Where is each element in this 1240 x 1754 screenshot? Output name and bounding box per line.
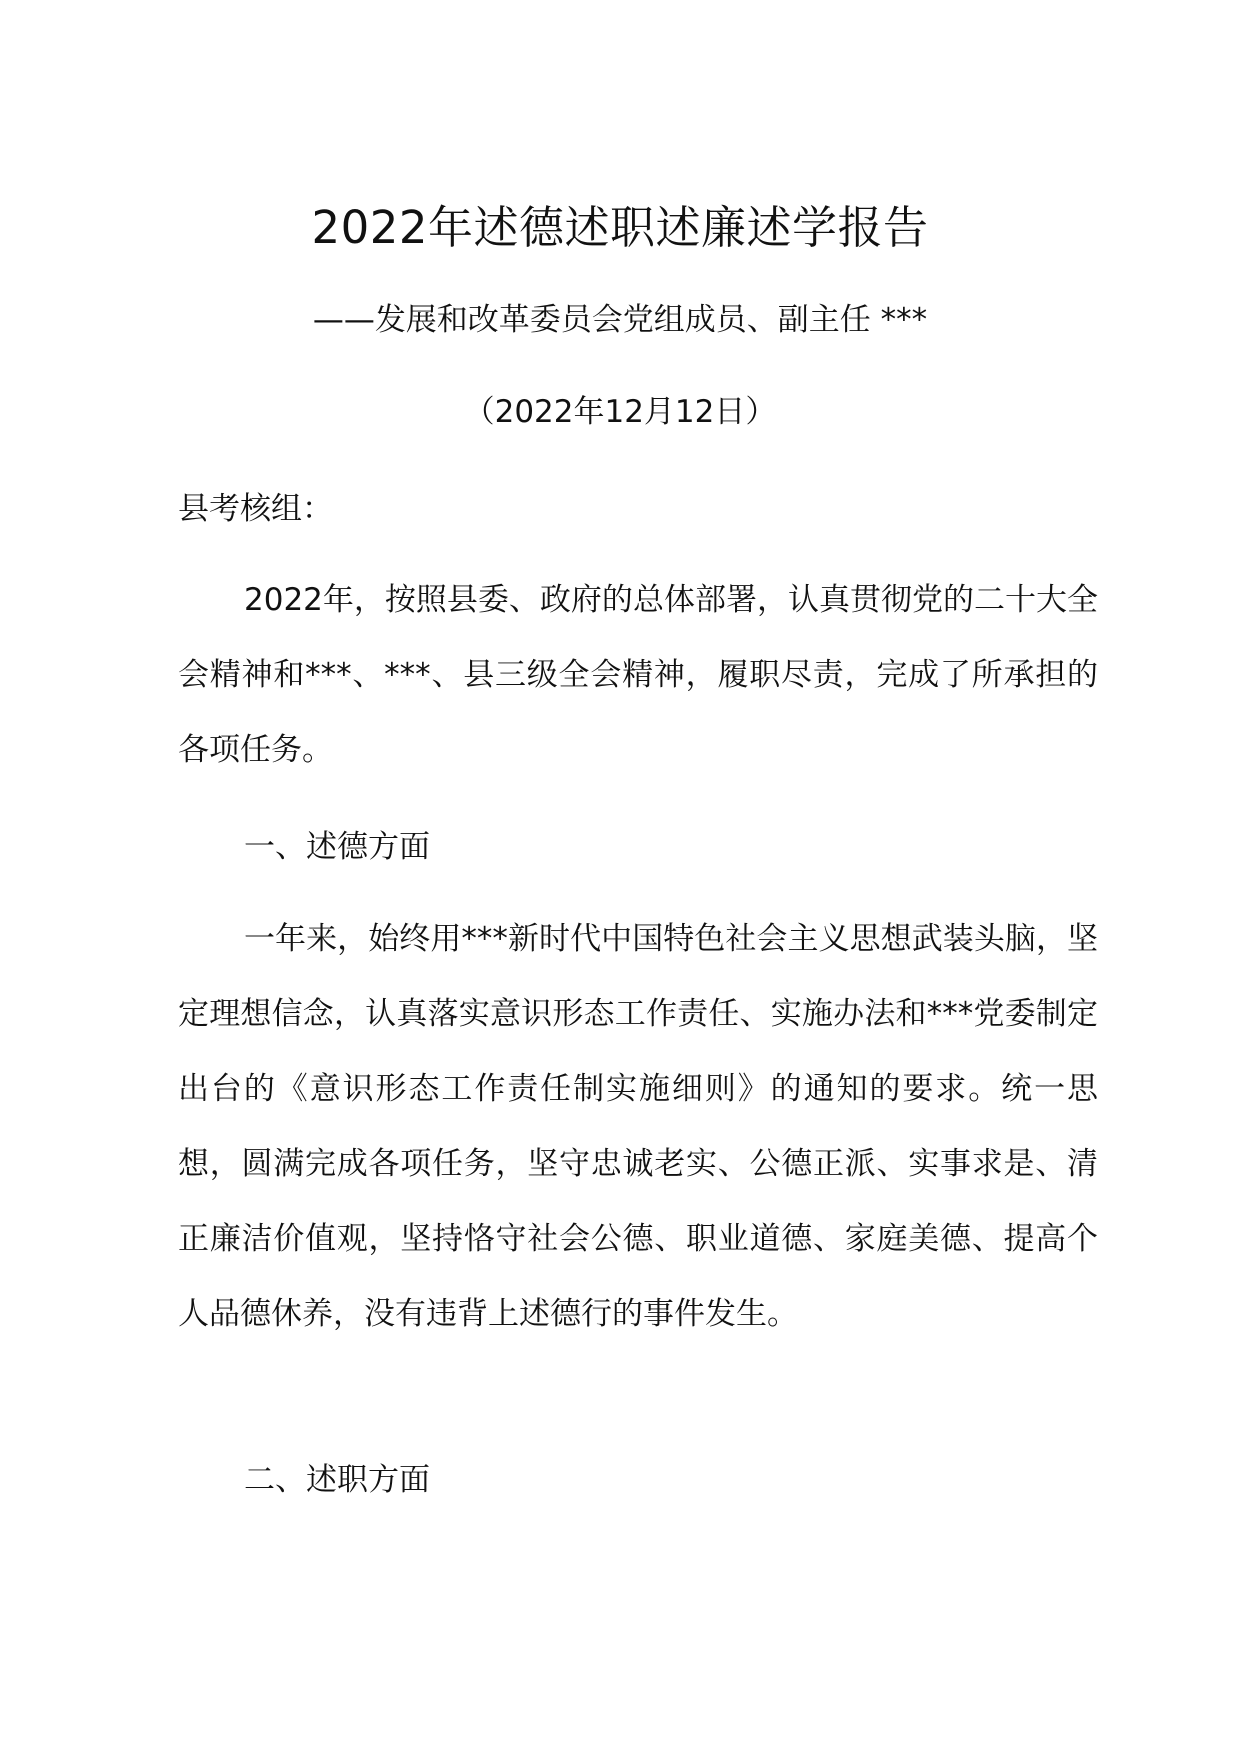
section2-heading: 二、述职方面 [244,1462,430,1498]
section1-heading: 一、述德方面 [244,829,430,865]
section1-paragraph: 一年来，始终用***新时代中国特色社会主义思想武装头脑，坚定理想信念，认真落实意识形态工作责任、实施办法和***党委制定出台的《意识形态工作责任制实施细则》的通知的要求。统一思想，圆满完成各项任务，坚守忠诚老实、公德正派、实事求是、清正廉洁价值观，坚持恪守社会公德、职业道德、家庭美德、提高个人品德休养，没有违背上述德行的事件发生。 [178,921,1098,1332]
salutation: 县考核组： [178,491,333,527]
document-title: 2022年述德述职述廉述学报告 [311,201,929,254]
document-subtitle: ——发展和改革委员会党组成员、副主任 *** [312,302,928,338]
intro-paragraph: 2022年，按照县委、政府的总体部署，认真贯彻党的二十大全会精神和***、***、县三级全会精神，履职尽责，完成了所承担的各项任务。 [178,582,1098,768]
document-date: （2022年12月12日） [463,394,777,430]
